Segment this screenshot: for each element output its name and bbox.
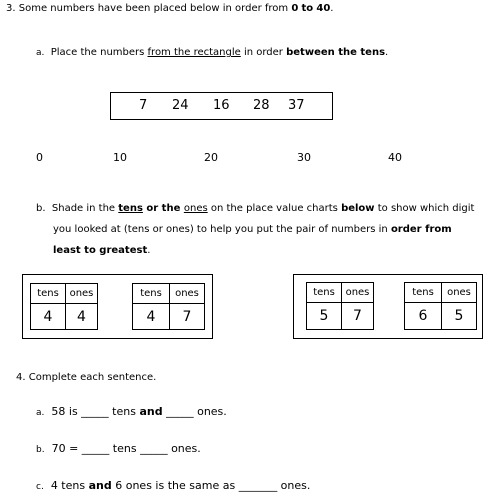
instruction-text: you looked at (tens or ones) to help you put the pair of numbers in	[53, 224, 391, 235]
chart-group-right	[293, 274, 483, 339]
numbers-rectangle	[110, 92, 333, 120]
part-letter: b.	[36, 445, 45, 455]
instruction-text: Shade in the	[51, 203, 119, 214]
question-text: Complete each sentence.	[28, 372, 157, 383]
sentence-text: 58 is	[51, 405, 82, 418]
punctuation: .	[385, 47, 389, 58]
place-value-chart	[404, 282, 477, 330]
ones-digit[interactable]: 5	[454, 308, 464, 324]
instruction-underlined: from the rectangle	[147, 47, 241, 58]
ones-header[interactable]: ones	[447, 287, 471, 298]
ones-header[interactable]: ones	[175, 288, 199, 299]
range-start: 0	[291, 3, 299, 14]
tens-label: 10	[113, 151, 127, 164]
tens-header[interactable]: tens	[412, 287, 434, 298]
sentence-text: ones.	[193, 405, 227, 418]
tens-digit[interactable]: 5	[319, 308, 329, 324]
question-3b-line-1	[36, 203, 474, 214]
instruction-underlined: tens	[118, 203, 143, 214]
ones-digit[interactable]: 7	[182, 309, 192, 325]
ones-digit[interactable]: 4	[77, 309, 86, 325]
answer-blank[interactable]: _____	[166, 405, 194, 418]
part-letter: b.	[36, 203, 46, 214]
range-to-word: to	[301, 3, 314, 14]
ones-header[interactable]: ones	[69, 288, 94, 299]
question-text: Some numbers have been placed below in order from	[18, 3, 292, 14]
instruction-bold: least to greatest	[53, 245, 148, 256]
rectangle-number: 37	[288, 98, 305, 113]
sentence-text: 4 tens	[50, 479, 89, 492]
tens-header[interactable]: tens	[313, 287, 335, 298]
tens-label: 20	[204, 151, 218, 164]
sentence-a	[36, 405, 227, 418]
instruction-underlined: ones	[183, 203, 208, 214]
instruction-text: to show which digit	[374, 203, 475, 214]
tens-digit[interactable]: 4	[43, 309, 53, 325]
instruction-bold: order from	[390, 224, 452, 235]
rectangle-number: 7	[139, 98, 148, 113]
chart-group-left	[22, 274, 213, 339]
instruction-text: Place the numbers	[50, 47, 148, 58]
ones-digit[interactable]: 7	[353, 308, 362, 324]
question-3b-line-2	[53, 224, 452, 235]
tens-label: 30	[297, 151, 311, 164]
tens-header[interactable]: tens	[140, 288, 162, 299]
sentence-bold: and	[88, 479, 112, 492]
part-letter: a.	[36, 48, 45, 58]
part-letter: c.	[36, 482, 44, 492]
sentence-text: ones.	[167, 442, 201, 455]
tens-digit[interactable]: 4	[146, 309, 156, 325]
sentence-text: ones.	[277, 479, 311, 492]
place-value-chart	[132, 283, 205, 330]
tens-label: 40	[388, 151, 402, 164]
answer-blank[interactable]: _______	[238, 479, 278, 492]
punctuation: .	[147, 245, 151, 256]
instruction-text: on the place value charts	[207, 203, 342, 214]
answer-blank[interactable]: _____	[140, 442, 168, 455]
question-3-heading	[6, 3, 333, 14]
sentence-c	[36, 479, 310, 492]
question-3b-line-3	[53, 245, 150, 256]
punctuation: .	[330, 3, 334, 14]
question-4-heading	[16, 372, 156, 383]
sentence-b	[36, 442, 201, 455]
question-number: 3.	[6, 3, 16, 14]
ones-header[interactable]: ones	[345, 287, 370, 298]
rectangle-number: 16	[213, 98, 230, 113]
rectangle-number: 28	[253, 98, 270, 113]
instruction-bold: between the tens	[286, 47, 386, 58]
place-value-chart	[306, 282, 374, 330]
question-3a	[36, 47, 388, 58]
sentence-text: 6 ones is the same as	[111, 479, 239, 492]
rectangle-number: 24	[172, 98, 189, 113]
range-end: 40	[316, 3, 331, 14]
sentence-text: 70 =	[51, 442, 82, 455]
tens-digit[interactable]: 6	[418, 308, 428, 324]
tens-header[interactable]: tens	[37, 288, 59, 299]
sentence-text: tens	[108, 405, 140, 418]
answer-blank[interactable]: _____	[81, 442, 110, 455]
sentence-bold: and	[139, 405, 163, 418]
part-letter: a.	[36, 408, 45, 418]
sentence-text: tens	[109, 442, 141, 455]
instruction-bold: below	[341, 203, 375, 214]
place-value-chart	[30, 283, 98, 330]
tens-label: 0	[36, 151, 43, 164]
question-number: 4.	[16, 372, 26, 383]
instruction-bold: or the	[142, 203, 184, 214]
answer-blank[interactable]: _____	[81, 405, 109, 418]
instruction-text: in order	[240, 47, 287, 58]
